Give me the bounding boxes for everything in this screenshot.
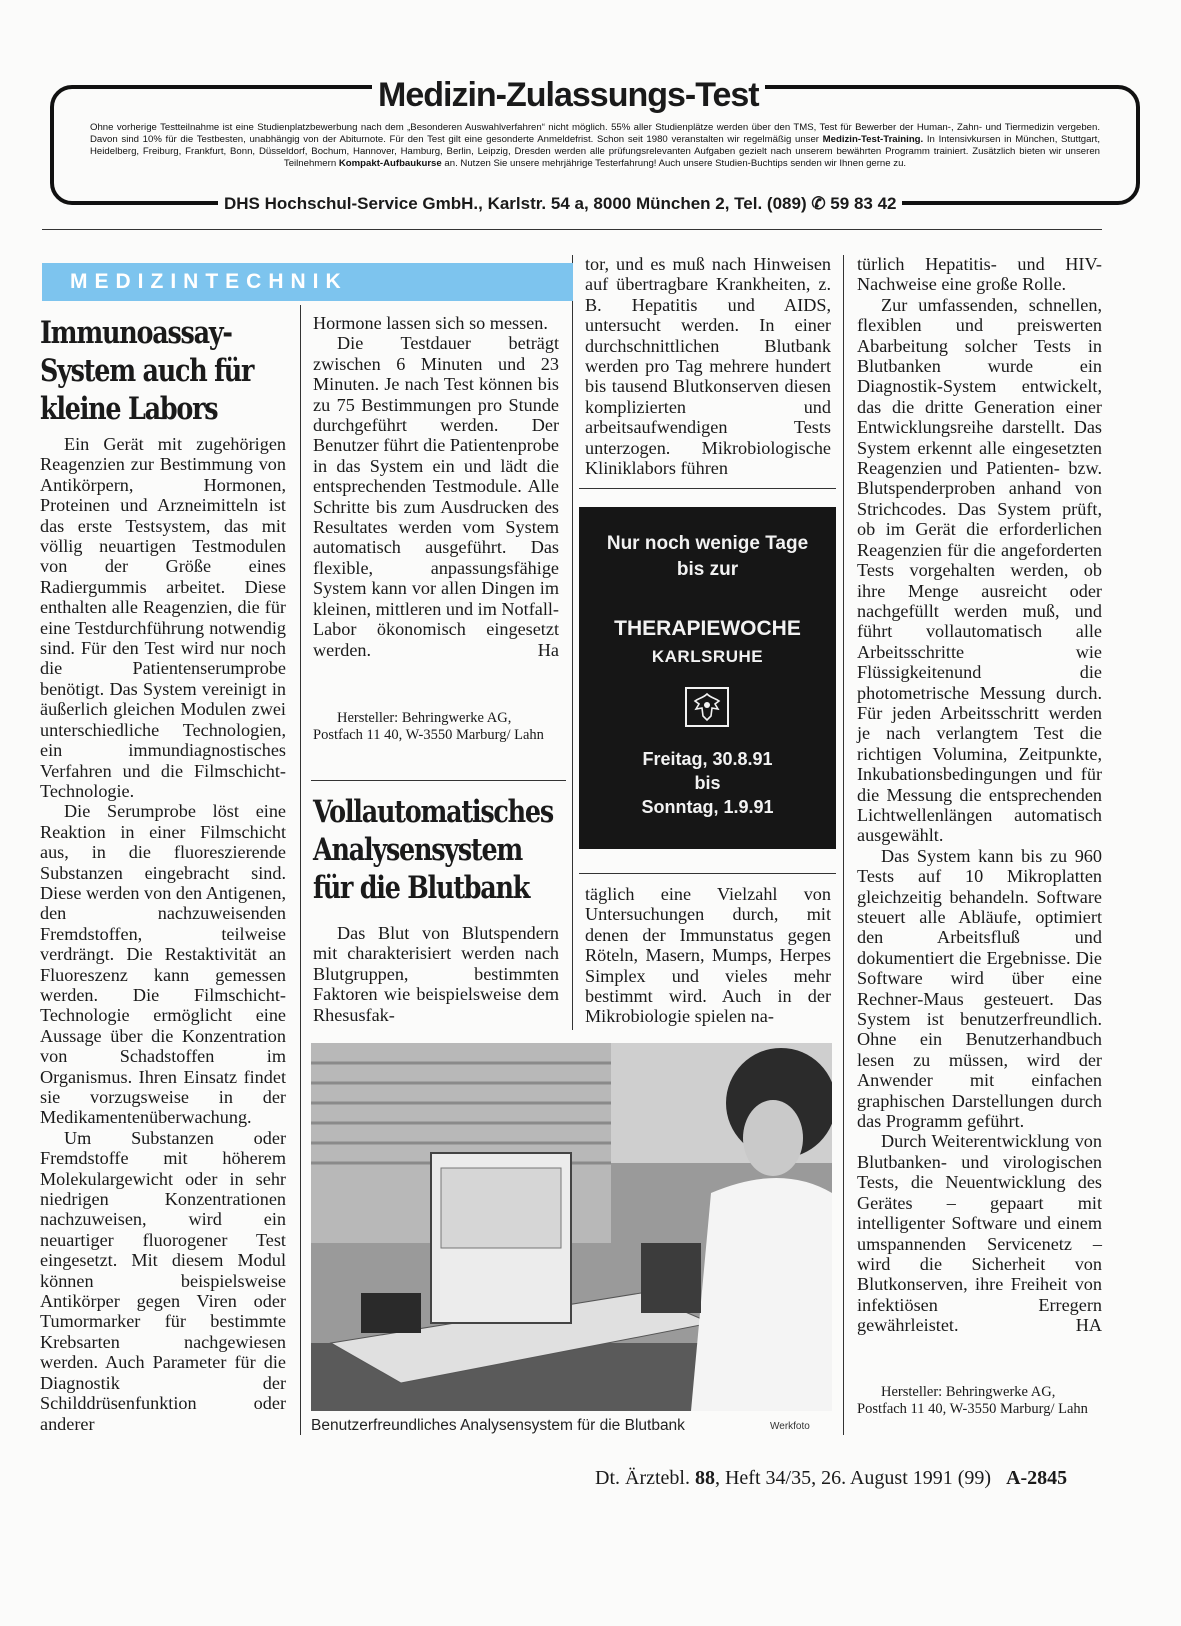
headline-line: Immunoassay-: [40, 315, 232, 351]
ad-title: Medizin-Zulassungs-Test: [372, 76, 765, 114]
photo-credit: Werkfoto: [770, 1421, 810, 1432]
event-teaser: Nur noch wenige Tage bis zur: [606, 533, 809, 580]
author-signature: Ha: [537, 639, 559, 660]
article2-divider: [311, 780, 566, 781]
paragraph: Hormone lassen sich so messen.: [313, 313, 548, 333]
ad-divider-bottom: [579, 873, 836, 874]
event-city: KARLSRUHE: [651, 647, 764, 666]
paragraph: Ein Gerät mit zugehörigen Reagenzien zur Bestimmung von Antikörpern, Hormonen, Proteinen und Arzneimitteln ist das erste Testsystem, das mit völlig neuartigen Testmodulen von der Größe eines Radiergummis arbeitet. Diese enthalten alle Reagenzien, die für eine Testdurchführung notwendig sind. Für den Test wird nur noch die Patientenserumprobe benötigt. Das System vereinigt in äußerlich gleichen Modulen zwei unterschiedliche Technologien, ein immundiagnostisches Verfahren und die Filmschicht-Technologie.: [40, 434, 286, 801]
ad-footer: DHS Hochschul-Service GmbH., Karlstr. 54 a, 8000 München 2, Tel. (089) ✆ 59 83 42: [218, 193, 902, 215]
column-divider-2: [300, 305, 301, 1435]
eagle-emblem-icon: [685, 687, 729, 727]
article1-manufacturer: Hersteller: Behringwerke AG, Postfach 11 40, W-3550 Marburg/ Lahn: [313, 710, 544, 743]
column-divider-3: [572, 255, 573, 1030]
paragraph: Um Substanzen oder Fremdstoffe mit höherem Molekulargewicht oder in sehr niedrigen Konzentrationen nachzuweisen, wird ein neuartiger fluorogener Test eingesetzt. Mit diesem Modul können beispielsweise Antikörper gegen Viren oder Tumormarker für bestimmte Krebsarten nachgewiesen werden. Auch Parameter für die Diagnostik der Schilddrüsenfunktion oder anderer: [40, 1127, 286, 1434]
lab-photo: [311, 1043, 832, 1411]
article2-headline: [313, 793, 553, 907]
headline-line: kleine Labors: [40, 391, 218, 427]
page-footer: Dt. Ärztebl. 88, Heft 34/35, 26. August 1991 (99) A-2845: [595, 1467, 1068, 1489]
paragraph: Das Blut von Blutspendern mit charakterisiert werden nach Blutgruppen, bestimmten Faktoren wie beispielsweise dem Rhesusfak-: [313, 923, 559, 1025]
headline-line: Analysensystem: [313, 832, 523, 868]
event-title: THERAPIEWOCHE: [614, 617, 801, 640]
section-banner: MEDIZINTECHNIK: [42, 263, 573, 301]
top-divider: [42, 229, 1102, 230]
headline-line: für die Blutbank: [313, 870, 530, 906]
paragraph: tor, und es muß nach Hinweisen auf übertragbare Krankheiten, z. B. Hepatitis und AIDS, untersucht werden. In einer durchschnittlichen Blutbank werden pro Tag mehrere hundert bis tausend Blutkonserven diesen komplizierten und arbeitsaufwendigen Tests unterzogen. Mikrobiologische Kliniklabors führen: [585, 254, 831, 479]
ad-body: Ohne vorherige Testteilnahme ist eine Studienplatzbewerbung nach dem „Besonderen Auswahlverfahren“ nicht möglich. 55% aller Studienplätze werden über den TMS, Test für Bewerber der Human-, Zahn- und Tiermedizin vergeben. Davon sind 10% für die Testbesten, unabhängig von der Abiturnote. Für den Test gilt eine gesonderte Anmeldefrist. Schon seit 1980 veranstalten wir regelmäßig unser Medizin-Test-Training. In Intensivkursen in München, Stuttgart, Heidelberg, Freiburg, Frankfurt, Bonn, Düsseldorf, Bochum, Hannover, Hamburg, Berlin, Leipzig, Dresden werden alle prüfungsrelevanten Aufgaben gezielt nach unserem bewährten Programm trainiert. Zusätzlich bieten wir unseren Teilnehmern Kompakt-Aufbaukurse an. Nutzen Sie unsere mehrjährige Testerfahrung! Auch unsere Studien-Buchtips senden wir Ihnen gerne zu.: [90, 122, 1100, 169]
article2-column-4: [857, 254, 1102, 1336]
page-number: A-2845: [1006, 1467, 1068, 1489]
article2-column-2: [313, 923, 559, 1025]
author-signature: HA: [1075, 1315, 1102, 1336]
paragraph: Die Testdauer beträgt zwischen 6 Minuten und 23 Minuten. Je nach Test können bis zu 75 Bestimmungen pro Stunde durchgeführt werden. Der Benutzer führt die Patientenprobe in das System ein und lädt die entsprechenden Testmodule. Alle Schritte bis zum Ausdrucken des Resultates werden vom System automatisch ausgeführt. Das flexible, anpassungsfähige System kann vor allen Dingen im kleinen, mittleren und im Notfall-Labor ökonomisch eingesetzt werden. Ha: [313, 333, 559, 660]
article1-column-2: [313, 313, 559, 660]
event-dates: Freitag, 30.8.91 bis Sonntag, 1.9.91: [641, 749, 774, 817]
article1-column-1: [40, 434, 286, 1434]
paragraph: täglich eine Vielzahl von Untersuchungen durch, mit denen der Immunstatus gegen Röteln, Masern, Mumps, Herpes Simplex und vieles mehr bestimmt wird. Auch in der Mikrobiologie spielen na-: [585, 884, 831, 1027]
headline-line: System auch für: [40, 353, 254, 389]
headline-line: Vollautomatisches: [313, 794, 553, 830]
column-divider-4: [843, 255, 844, 1435]
article2-column-3-bottom: [585, 884, 831, 1027]
article1-headline: [40, 314, 253, 428]
article2-manufacturer: Hersteller: Behringwerke AG, Postfach 11 40, W-3550 Marburg/ Lahn: [857, 1384, 1088, 1417]
paragraph: Das System kann bis zu 960 Tests auf 10 Mikroplatten gleichzeitig behandeln. Software steuert alle Abläufe, optimiert den Arbeitsfluß und dokumentiert die Ergebnisse. Die Software wird über eine Rechner-Maus gesteuert. Das System ist benutzerfreundlich. Ohne ein Benutzerhandbuch lesen zu müssen, wird der Anwender mit einfachen graphischen Darstellungen durch das Programm geführt.: [857, 845, 1102, 1132]
photo-caption: Benutzerfreundliches Analysensystem für die Blutbank: [311, 1417, 685, 1434]
ad-divider-top: [579, 488, 836, 489]
event-advertisement: [579, 507, 836, 849]
paragraph: Durch Weiterentwicklung von Blutbanken- und virologischen Tests, die Neuentwicklung des Gerätes – gepaart mit intelligenter Software und einem umspannenden Servicenetz – wird die Sicherheit von Blutkonserven, ihre Freiheit von infektiösen Erregern gewährleistet. HA: [857, 1131, 1102, 1336]
paragraph: Zur umfassenden, schnellen, flexiblen und preiswerten Abarbeitung solcher Tests in Blutbanken wurde ein Diagnostik-System entwickelt, das die dritte Generation einer Entwicklungsreihe darstellt. Das System erkennt alle eingesetzten Reagenzien und Patienten- bzw. Blutspenderproben anhand von Strichcodes. Das System prüft, ob im Gerät die erforderlichen Reagenzien für die angeforderten Tests vorgehalten werden, ob ihre Menge ausreicht oder nachgefüllt werden muß, und führt vollautomatisch alle Arbeitsschritte wie Flüssigkeitenund die photometrische Messung durch. Für jeden Arbeitsschritt werden je nach verlangtem Test die richtigen Volumina, Zeitpunkte, Inkubationsbedingungen und für die Messung die entsprechenden Lichtwellenlängen automatisch ausgewählt.: [857, 294, 1102, 846]
paragraph: türlich Hepatitis- und HIV-Nachweise eine große Rolle.: [857, 254, 1102, 295]
article2-column-3-top: [585, 254, 831, 478]
paragraph: Die Serumprobe löst eine Reaktion in einer Filmschicht aus, in die fluoreszierende Substanzen eingebracht sind. Diese werden von den Antigenen, den nachzuweisenden Fremdstoffen, teilweise verdrängt. Die Restaktivität an Fluoreszenz kann gemessen werden. Die Filmschicht-Technologie ermöglicht eine Aussage über die Konzentration von Schadstoffen im Organismus. Ihren Einsatz findet sie vorzugsweise in der Medikamentenüberwachung.: [40, 801, 286, 1128]
